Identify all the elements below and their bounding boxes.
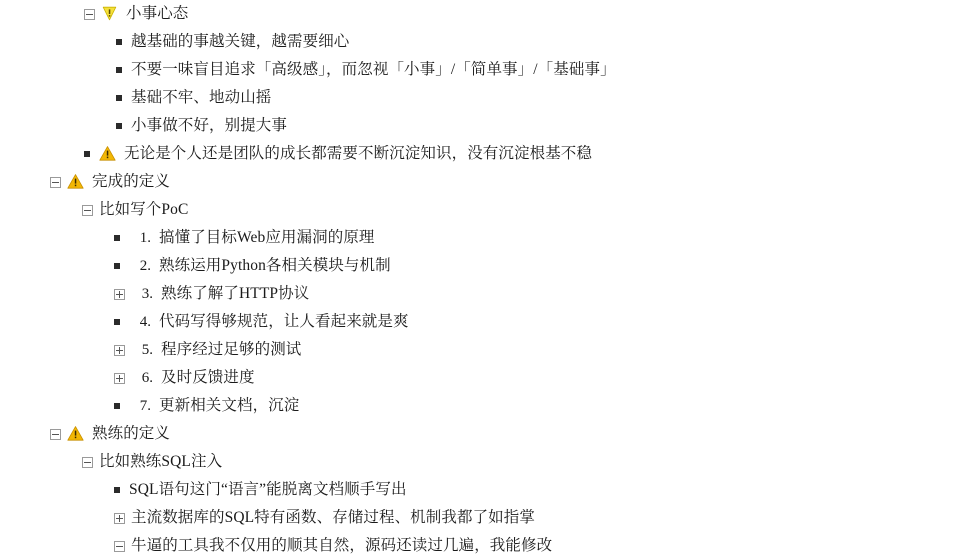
outline-row[interactable]: [0, 532, 979, 560]
expander-toggle[interactable]: [84, 9, 95, 20]
outline-row[interactable]: [0, 112, 979, 140]
outline-text: 无论是个人还是团队的成长都需要不断沉淀知识，没有沉淀根基不稳: [124, 145, 593, 162]
bullet-marker: [116, 39, 122, 45]
outline-row[interactable]: [0, 448, 979, 476]
bullet-marker: [114, 403, 120, 409]
outline-text: 及时反馈进度: [161, 369, 255, 386]
outline-text: SQL语句这门“语言”能脱离文档顺手写出: [129, 481, 407, 498]
bullet-marker: [114, 487, 120, 493]
list-number: 5.: [141, 342, 153, 358]
outline-text: 更新相关文档，沉淀: [159, 397, 300, 414]
expander-toggle[interactable]: [114, 373, 125, 384]
list-number: 2.: [139, 258, 151, 274]
bullet-marker: [116, 95, 122, 101]
expander-toggle[interactable]: [82, 205, 93, 216]
outline-row[interactable]: [0, 280, 979, 308]
list-number: 4.: [139, 314, 151, 330]
outline-text: 完成的定义: [92, 173, 171, 190]
list-number: 7.: [139, 398, 151, 414]
bullet-marker: [116, 123, 122, 129]
expander-toggle[interactable]: [82, 457, 93, 468]
expander-toggle[interactable]: [114, 541, 125, 552]
outline-text: 比如写个PoC: [99, 201, 189, 218]
outline-row[interactable]: [0, 168, 979, 196]
outline-text: 搞懂了目标Web应用漏洞的原理: [159, 229, 375, 246]
expander-toggle[interactable]: [114, 513, 125, 524]
outline-text: 熟练了解了HTTP协议: [161, 285, 310, 302]
bullet-marker: [114, 235, 120, 241]
outline-text: 越基础的事越关键，越需要细心: [131, 33, 350, 50]
outline-text: 小事心态: [126, 5, 189, 22]
list-number: 1.: [139, 230, 151, 246]
warning-triangle-icon: [67, 173, 84, 190]
expander-toggle[interactable]: [114, 345, 125, 356]
bullet-marker: [84, 151, 90, 157]
outline-text: 小事做不好，别提大事: [131, 117, 288, 134]
outline-row[interactable]: [0, 336, 979, 364]
outline-text: 代码写得够规范，让人看起来就是爽: [159, 313, 409, 330]
outline-row[interactable]: [0, 364, 979, 392]
outline-row[interactable]: [0, 0, 979, 28]
outline-row[interactable]: [0, 392, 979, 420]
bullet-marker: [116, 67, 122, 73]
outline-row[interactable]: [0, 420, 979, 448]
outline-text: 程序经过足够的测试: [161, 341, 302, 358]
outline-row[interactable]: [0, 56, 979, 84]
outline-text: 不要一味盲目追求「高级感」，而忽视「小事」/「简单事」/「基础事」: [131, 61, 616, 78]
outline-row[interactable]: [0, 224, 979, 252]
list-number: 6.: [141, 370, 153, 386]
outline-text: 牛逼的工具我不仅用的顺其自然，源码还读过几遍，我能修改: [131, 537, 553, 554]
bullet-marker: [114, 319, 120, 325]
outline-text: 比如熟练SQL注入: [99, 453, 223, 470]
outline-row[interactable]: [0, 308, 979, 336]
outline-text: 主流数据库的SQL特有函数、存储过程、机制我都了如指掌: [131, 509, 535, 526]
outline-text: 熟练运用Python各相关模块与机制: [159, 257, 391, 274]
expander-toggle[interactable]: [114, 289, 125, 300]
outline-row[interactable]: [0, 504, 979, 532]
outline-row[interactable]: [0, 196, 979, 224]
outline-text: 熟练的定义: [92, 425, 171, 442]
outline-row[interactable]: [0, 252, 979, 280]
warning-triangle-icon: [67, 425, 84, 442]
list-number: 3.: [141, 286, 153, 302]
outline-row[interactable]: [0, 140, 979, 168]
outline-row[interactable]: [0, 476, 979, 504]
outline-text: 基础不牢、地动山摇: [131, 89, 272, 106]
warning-yellow-icon: [101, 5, 118, 22]
expander-toggle[interactable]: [50, 429, 61, 440]
outline-row[interactable]: [0, 84, 979, 112]
bullet-marker: [114, 263, 120, 269]
warning-triangle-icon: [99, 145, 116, 162]
expander-toggle[interactable]: [50, 177, 61, 188]
outline-row[interactable]: [0, 28, 979, 56]
